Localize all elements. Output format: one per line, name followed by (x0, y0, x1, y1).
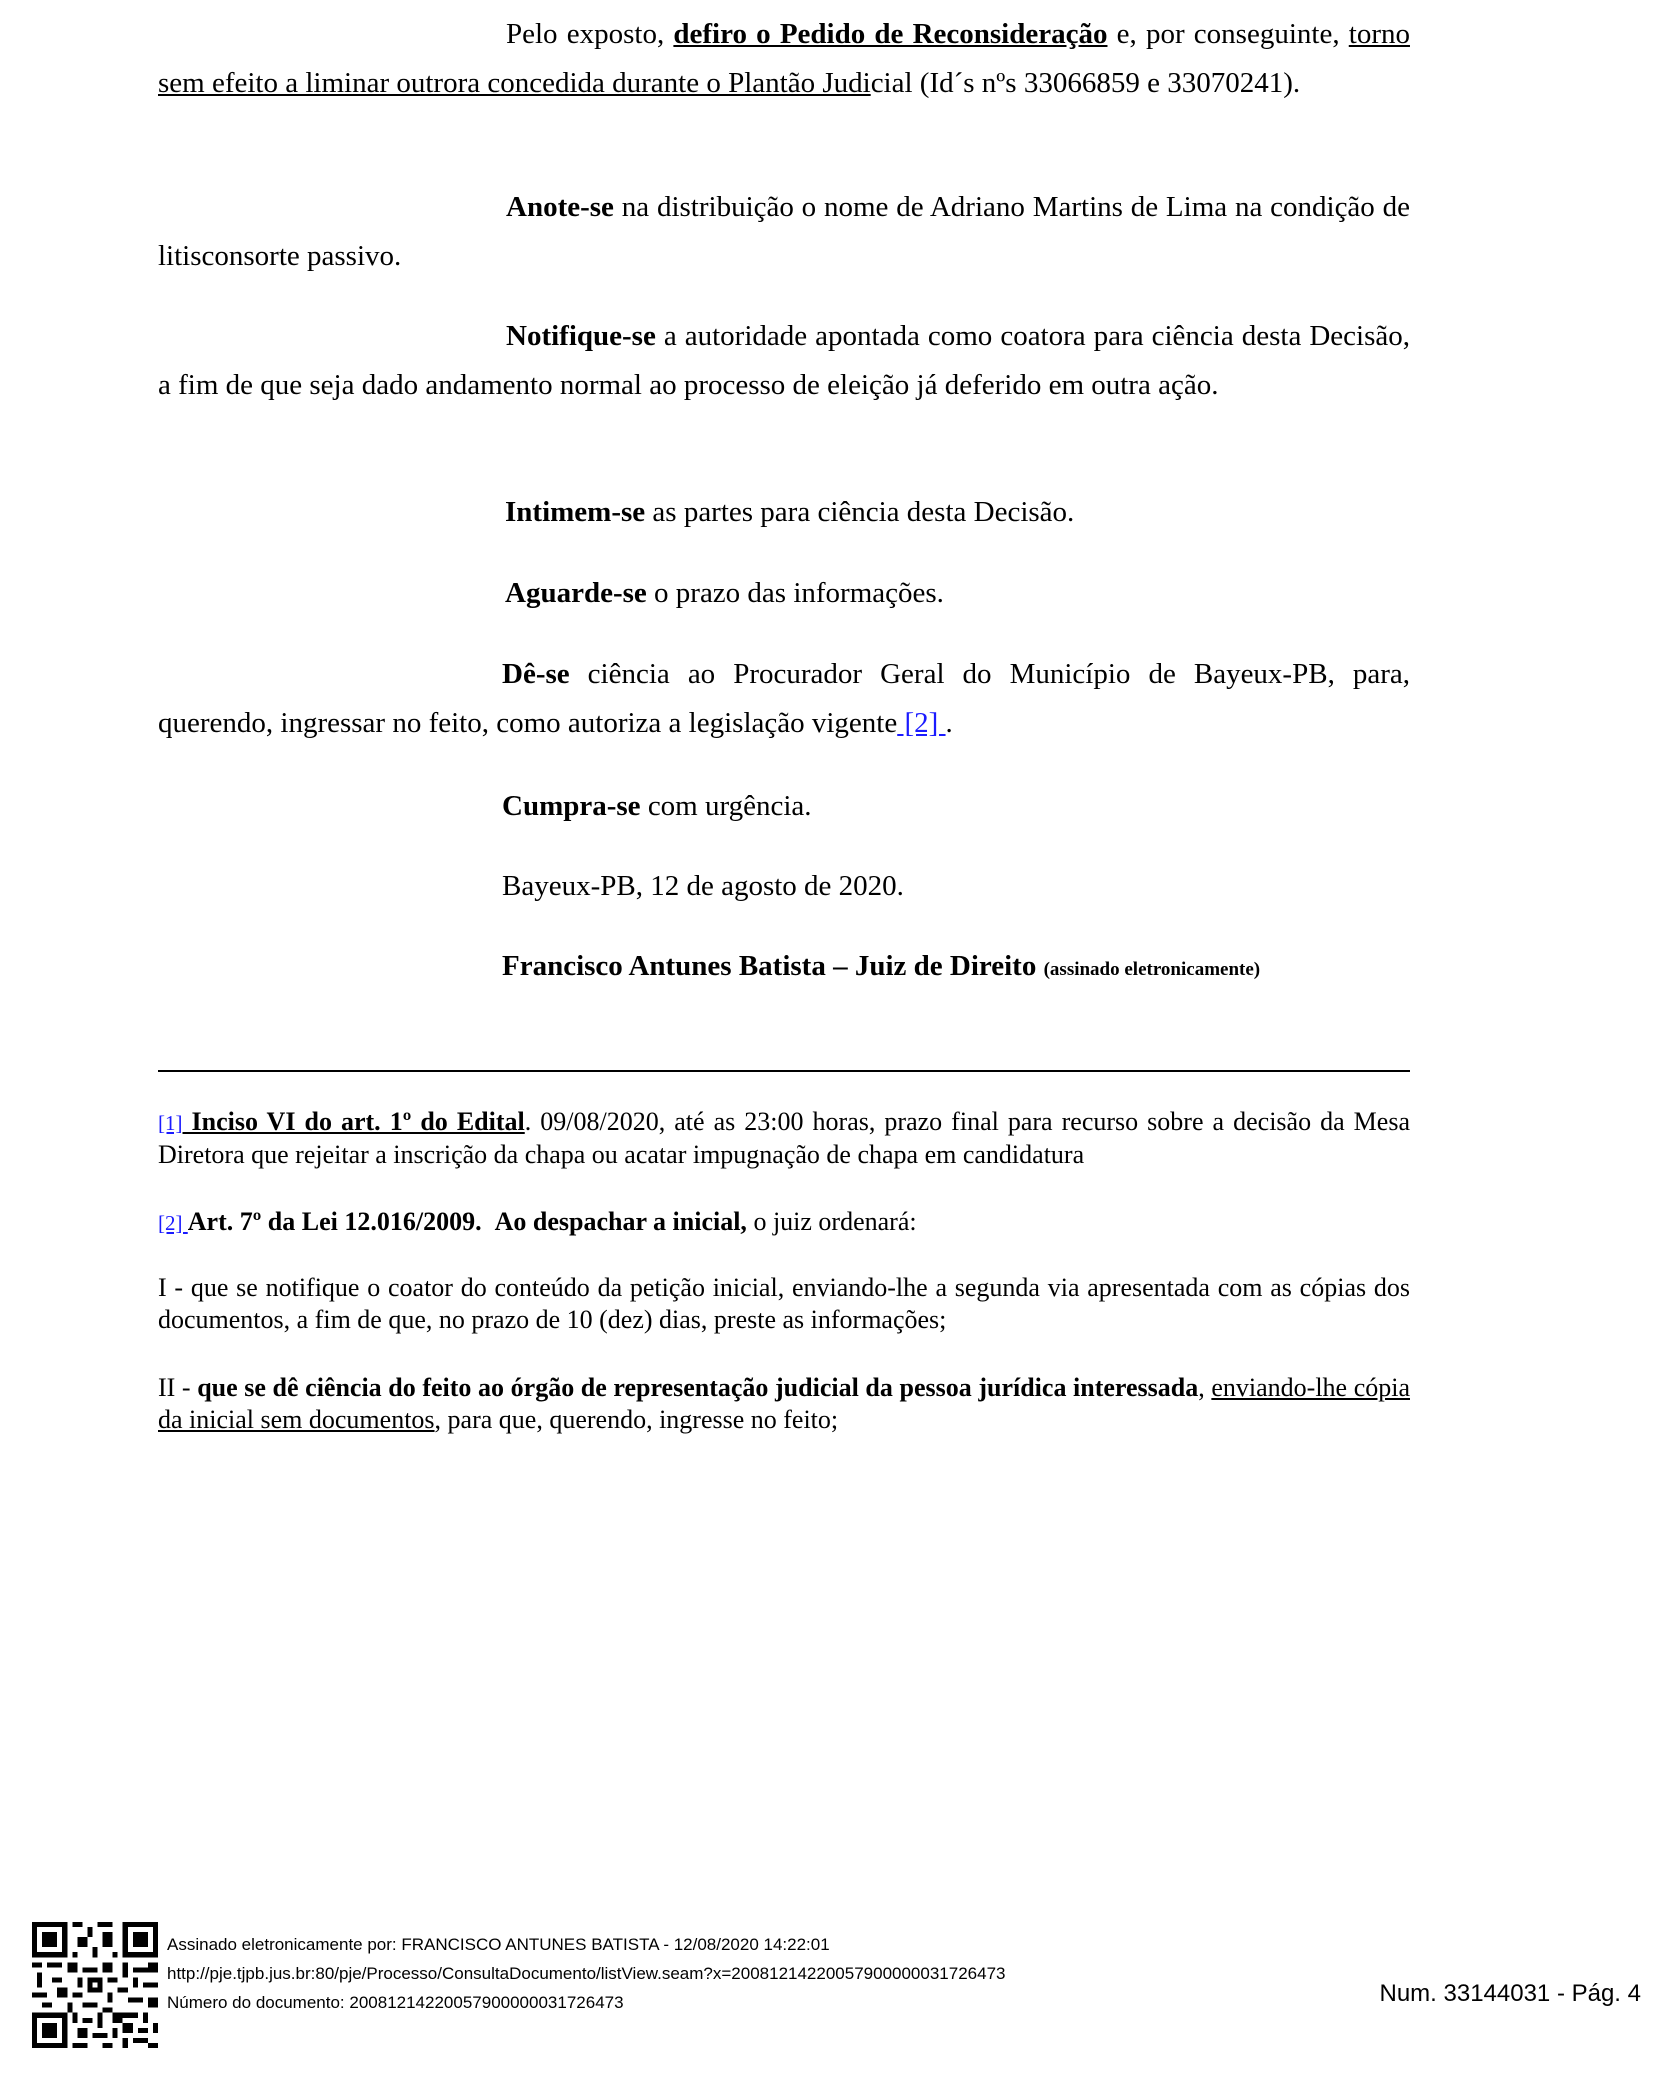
paragraph-notifique: Notifique-se a autoridade apontada como coatora para ciência desta Decisão, a fim de que seja dado andamento normal ao processo de eleição já deferido em outra ação. (158, 320, 1410, 401)
footnote-2-ref[interactable]: [2] (158, 1211, 188, 1235)
signature-line (502, 946, 1260, 990)
electronic-signature-footer (167, 1930, 1005, 2017)
page-number: Num. 33144031 - Pág. 4 (1379, 1980, 1641, 2007)
footnote-item-i: I - que se notifique o coator do conteúdo da petição inicial, enviando-lhe a segunda via apresentada com as cópias dos documentos, a fim de que, no prazo de 10 (dez) dias, preste as informações; (158, 1273, 1410, 1334)
signature-note: (assinado eletronicamente) (1043, 959, 1261, 980)
qr-code-icon (32, 1922, 158, 2048)
paragraph-anote: Anote-se na distribuição o nome de Adriano Martins de Lima na condição de litisconsorte passivo. (158, 191, 1410, 272)
document-url[interactable]: http://pje.tjpb.jus.br:80/pje/Processo/ConsultaDocumento/listView.seam?x=20081214220057900000031726473 (167, 1964, 1006, 1983)
paragraph-intimem: Intimem-se as partes para ciência desta Decisão. (505, 496, 1075, 528)
footnote-1: [1] Inciso VI do art. 1º do Edital. 09/08/2020, até as 23:00 horas, prazo final para recurso sobre a decisão da Mesa Diretora que rejeitar a inscrição da chapa ou acatar impugnação de chapa em candidatura (158, 1107, 1411, 1169)
paragraph-reconsideration: Pelo exposto, defiro o Pedido de Reconsideração e, por conseguinte, torno sem efeito a liminar outrora concedida durante o Plantão Judicial (Id´s nºs 33066859 e 33070241). (158, 18, 1410, 99)
decision-highlight: defiro o Pedido de Reconsideração (673, 18, 1108, 50)
footnote-ref-2[interactable]: [2] (897, 707, 946, 739)
paragraph-aguarde: Aguarde-se o prazo das informações. (505, 577, 944, 609)
date-line: Bayeux-PB, 12 de agosto de 2020. (502, 870, 904, 902)
footnote-1-ref[interactable]: [1] (158, 1111, 183, 1135)
footnote-item-ii: II - que se dê ciência do feito ao órgão de representação judicial da pessoa jurídica interessada, enviando-lhe cópia da inicial sem documentos, para que, querendo, ingresse no feito; (158, 1373, 1410, 1434)
signed-by-line: Assinado eletronicamente por: FRANCISCO ANTUNES BATISTA - 12/08/2020 14:22:01 (167, 1935, 830, 1954)
judge-name: Francisco Antunes Batista – Juiz de Direito (502, 950, 1037, 982)
footnote-divider (158, 1070, 1410, 1072)
underlined-text: torno sem efeito a liminar outrora concedida durante o Plantão Judi (158, 18, 1410, 99)
paragraph-de-se: Dê-se ciência ao Procurador Geral do Município de Bayeux-PB, para, querendo, ingressar no feito, como autoriza a legislação vigente [2] . (158, 658, 1410, 739)
footnote-2: [2] Art. 7º da Lei 12.016/2009. Ao despachar a inicial, o juiz ordenará: (158, 1207, 917, 1236)
paragraph-cumpra: Cumpra-se com urgência. (502, 790, 812, 822)
document-number: Número do documento: 20081214220057900000031726473 (167, 1993, 624, 2012)
